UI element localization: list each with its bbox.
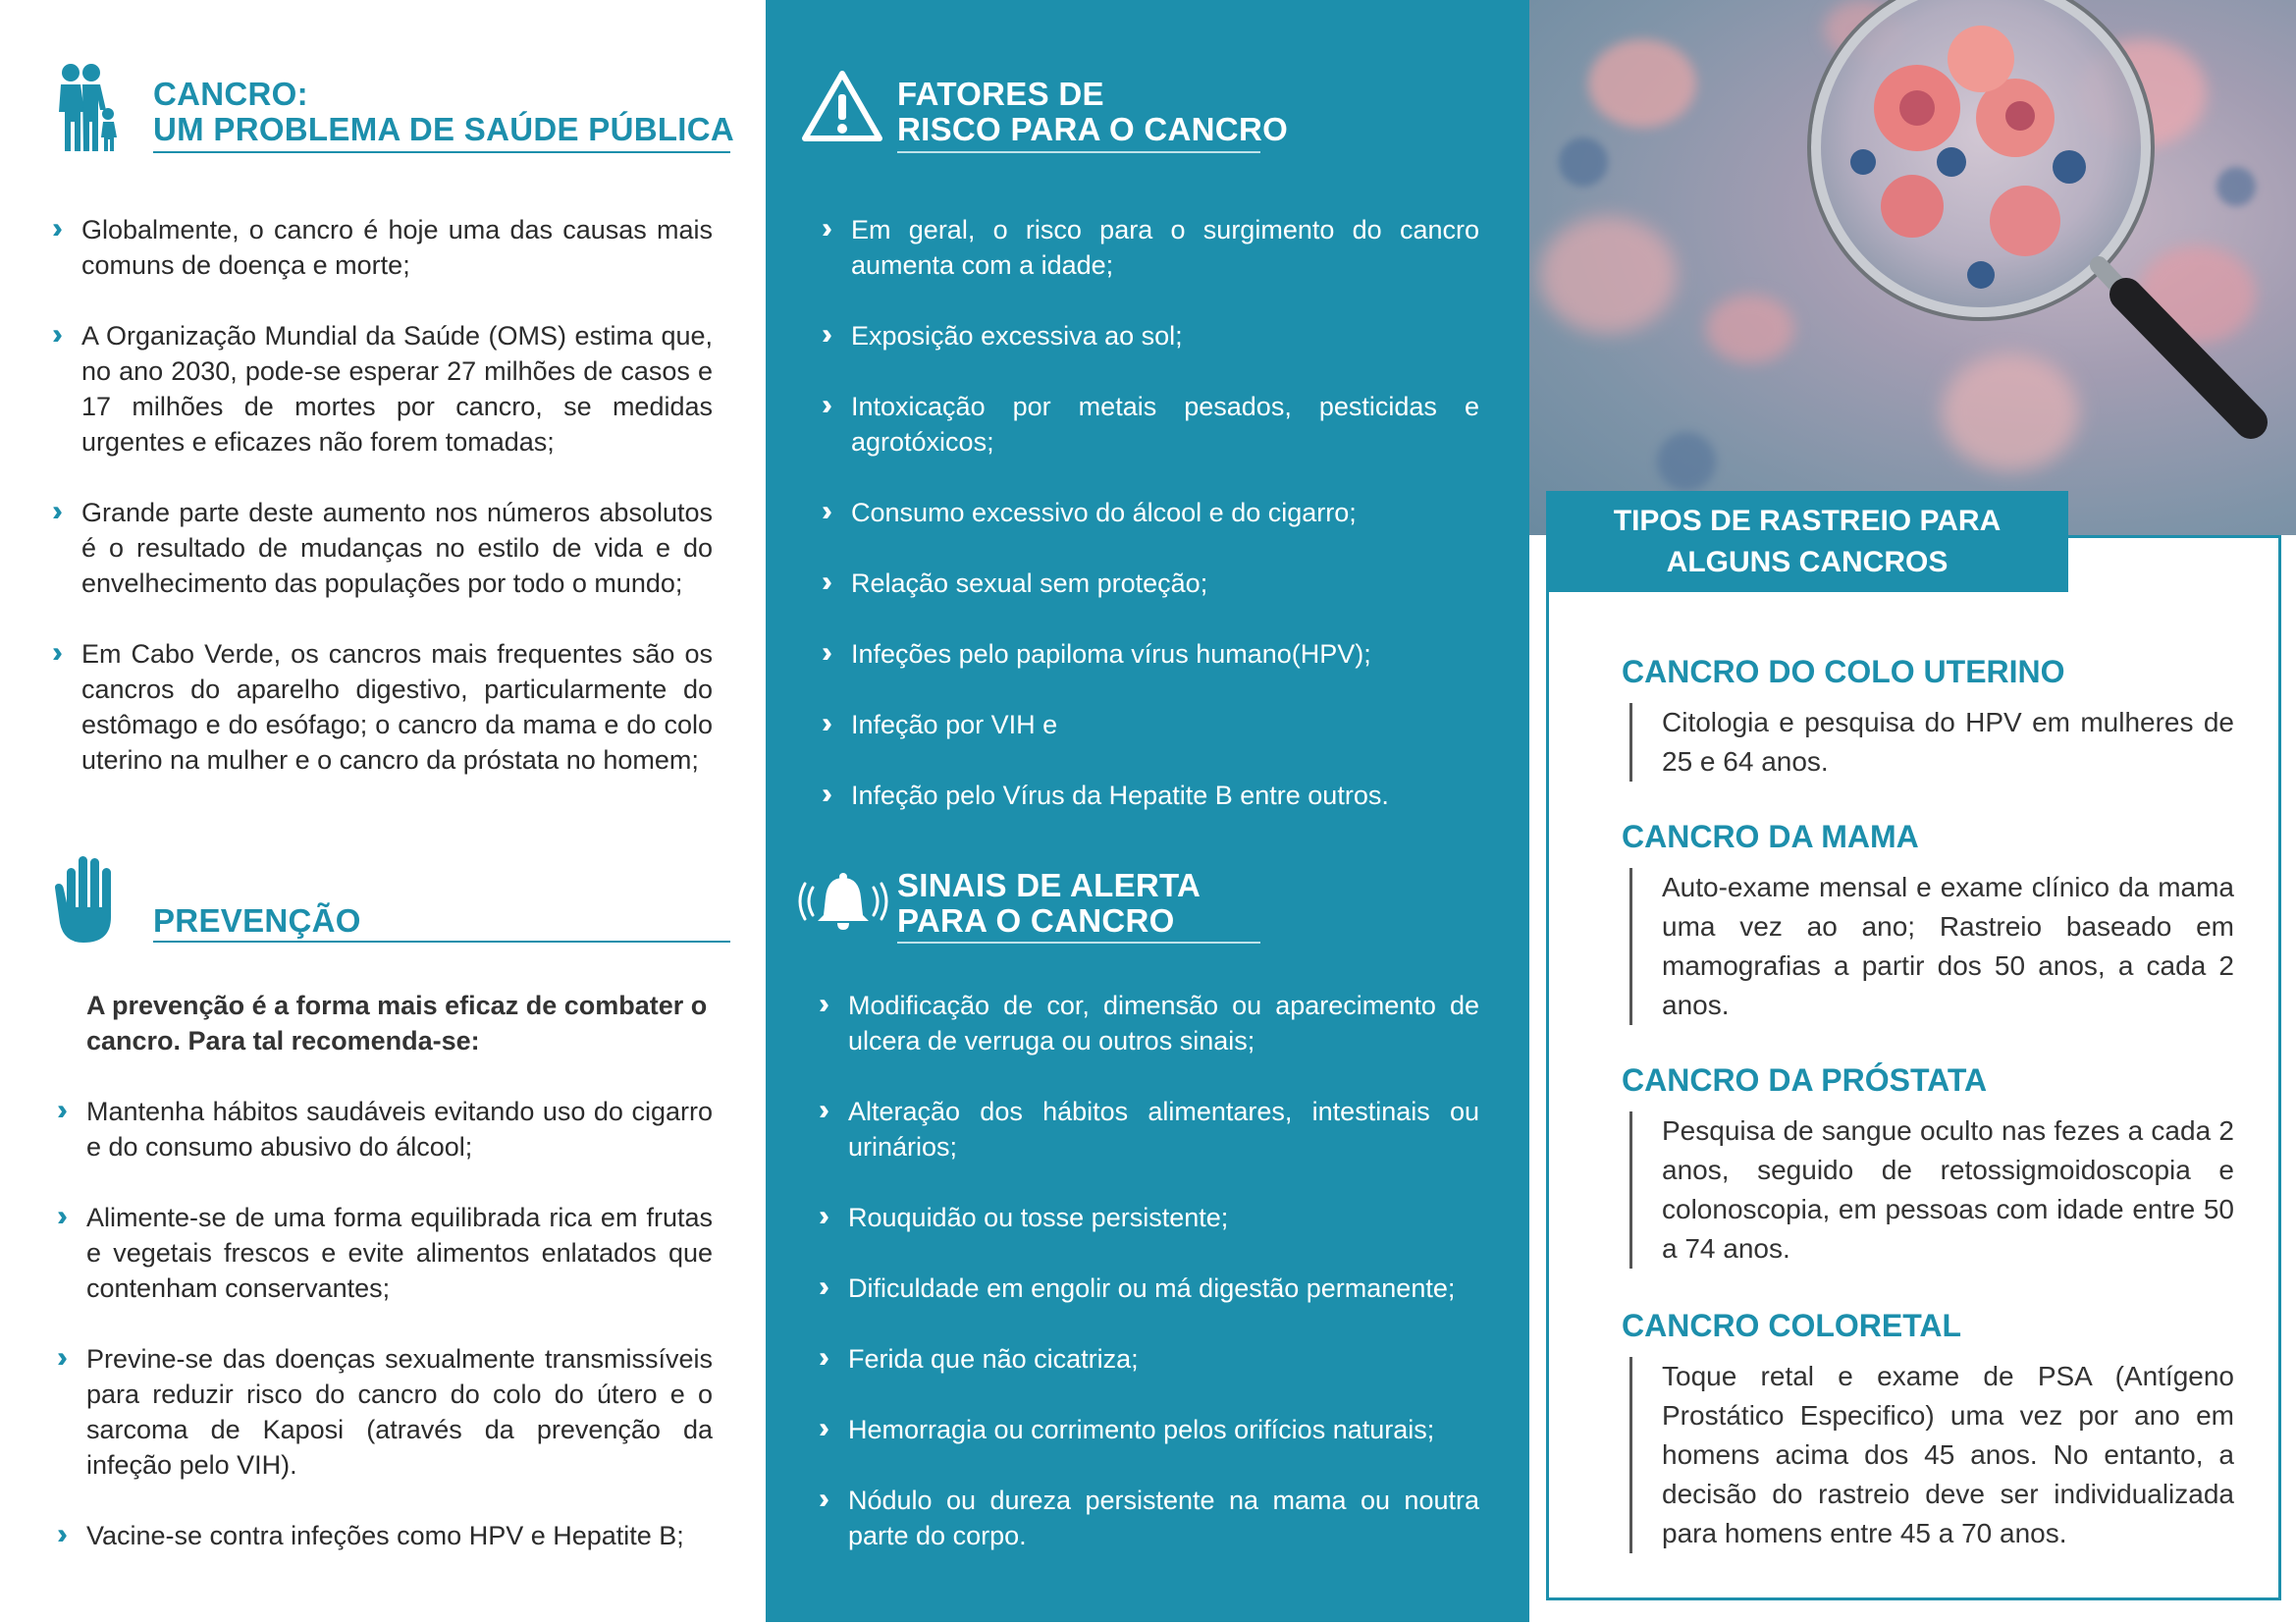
list-item: ›› Mantenha hábitos saudáveis evitando uso do cigarro e do consumo abusivo do álcool; xyxy=(57,1094,713,1162)
alarm-bell-icon xyxy=(797,872,889,933)
chevron-icon: ›› xyxy=(57,1094,59,1126)
list-item: ›› A Organização Mundial da Saúde (OMS) estima que, no ano 2030, pode-se esperar 27 milhões de casos e 17 milhões de mortes por cancro, se medidas urgentes e eficazes não forem tomadas; xyxy=(52,318,713,457)
prevention-intro: A prevenção é a forma mais eficaz de combater o cancro. Para tal recomenda-se: xyxy=(86,991,708,1056)
chevron-icon: ›› xyxy=(822,389,824,421)
title-rule xyxy=(897,151,1260,153)
screening-desc-breast: Auto-exame mensal e exame clínico da mama uma vez ao ano; Rastreio baseado em mamografias a partir dos 50 anos, a cada 2 anos. xyxy=(1629,868,2234,1025)
chevron-icon: ›› xyxy=(822,566,824,598)
list-item: ›› Grande parte deste aumento nos números absolutos é o resultado de mudanças no estilo de vida e do envelhecimento das populações por todo o mundo; xyxy=(52,495,713,598)
chevron-icon: ›› xyxy=(819,1271,821,1303)
column-public-health xyxy=(0,0,766,1624)
list-item: ›› Globalmente, o cancro é hoje uma das causas mais comuns de doença e morte; xyxy=(52,212,713,280)
screening-desc-cervical: Citologia e pesquisa do HPV em mulheres de 25 e 64 anos. xyxy=(1629,703,2234,782)
screening-desc-colorectal: Toque retal e exame de PSA (Antígeno Prostático Especifico) uma vez por ano em homens acima dos 45 anos. No entanto, a decisão do rastreio deve ser individualizada para homens entre 45 a 70 anos. xyxy=(1629,1357,2234,1553)
section-title-prevention: PREVENÇÃO xyxy=(153,902,361,939)
screening-desc-prostate: Pesquisa de sangue oculto nas fezes a cada 2 anos, seguido de retossigmoidoscopia e colonoscopia, em pessoas com idade entre 50 a 74 anos. xyxy=(1629,1111,2234,1269)
chevron-icon: ›› xyxy=(822,318,824,351)
hand-stop-icon xyxy=(53,854,122,945)
warning-signs-list xyxy=(819,988,1479,1553)
family-icon xyxy=(49,63,118,155)
screening-title-cervical: CANCRO DO COLO UTERINO xyxy=(1622,654,2065,689)
chevron-icon: ›› xyxy=(819,1483,821,1515)
chevron-icon: ›› xyxy=(57,1341,59,1374)
list-item: ›› Exposição excessiva ao sol; xyxy=(822,318,1183,351)
section-title-risk-factors: FATORES DE RISCO PARA O CANCRO xyxy=(897,76,1289,147)
list-item: ›› Previne-se das doenças sexualmente transmissíveis para reduzir risco do cancro do colo do útero e o sarcoma de Kaposi (através da prevenção da infeção pelo VIH). xyxy=(57,1341,713,1480)
chevron-icon: ›› xyxy=(52,636,54,669)
chevron-icon: ›› xyxy=(52,495,54,527)
screening-title-colorectal: CANCRO COLORETAL xyxy=(1622,1308,1962,1343)
title-rule xyxy=(897,942,1260,944)
list-item: ›› Intoxicação por metais pesados, pesticidas e agrotóxicos; xyxy=(822,389,1479,457)
chevron-icon: ›› xyxy=(822,707,824,739)
chevron-icon: ›› xyxy=(822,495,824,527)
title-rule xyxy=(153,941,730,943)
chevron-icon: ›› xyxy=(822,778,824,810)
chevron-icon: ›› xyxy=(819,1341,821,1374)
magnifying-glass-icon xyxy=(1755,0,2285,535)
list-item: ›› Em geral, o risco para o surgimento do cancro aumenta com a idade; xyxy=(822,212,1479,280)
section-title-public-health: CANCRO: UM PROBLEMA DE SAÚDE PÚBLICA xyxy=(153,76,735,147)
list-item: ›› Relação sexual sem proteção; xyxy=(822,566,1208,598)
chevron-icon: ›› xyxy=(819,1094,821,1126)
chevron-icon: ›› xyxy=(819,988,821,1020)
column-risk-and-signs xyxy=(766,0,1529,1622)
chevron-icon: ›› xyxy=(52,318,54,351)
list-item: ›› Rouquidão ou tosse persistente; xyxy=(819,1200,1229,1232)
title-rule xyxy=(153,151,730,153)
list-item: ›› Em Cabo Verde, os cancros mais frequentes são os cancros do aparelho digestivo, particularmente do estômago e do esófago; o cancro da mama e do colo uterino na mulher e o cancro da próstata no homem; xyxy=(52,636,713,775)
section-title-warning-signs: SINAIS DE ALERTA PARA O CANCRO xyxy=(897,867,1201,939)
list-item: ›› Modificação de cor, dimensão ou aparecimento de ulcera de verruga ou outros sinais; xyxy=(819,988,1479,1056)
screening-tag: TIPOS DE RASTREIO PARA ALGUNS CANCROS xyxy=(1546,491,2068,592)
list-item: ›› Ferida que não cicatriza; xyxy=(819,1341,1139,1374)
chevron-icon: ›› xyxy=(819,1200,821,1232)
list-item: ›› Infeção por VIH e xyxy=(822,707,1058,739)
chevron-icon: ›› xyxy=(822,212,824,244)
public-health-list xyxy=(52,212,713,778)
chevron-icon: ›› xyxy=(819,1412,821,1444)
chevron-icon: ›› xyxy=(57,1518,59,1550)
list-item: ›› Vacine-se contra infeções como HPV e Hepatite B; xyxy=(57,1518,684,1550)
chevron-icon: ›› xyxy=(52,212,54,244)
screening-title-prostate: CANCRO DA PRÓSTATA xyxy=(1622,1062,1988,1098)
list-item: ›› Dificuldade em engolir ou má digestão permanente; xyxy=(819,1271,1456,1303)
chevron-icon: ›› xyxy=(822,636,824,669)
list-item: ›› Consumo excessivo do álcool e do cigarro; xyxy=(822,495,1357,527)
prevention-list xyxy=(57,1094,713,1553)
screening-title-breast: CANCRO DA MAMA xyxy=(1622,819,1919,854)
magnifier-cells-image xyxy=(1529,0,2296,535)
list-item: ›› Infeção pelo Vírus da Hepatite B entre outros. xyxy=(822,778,1389,810)
warning-triangle-icon xyxy=(801,69,883,143)
chevron-icon: ›› xyxy=(57,1200,59,1232)
list-item: ›› Alimente-se de uma forma equilibrada rica em frutas e vegetais frescos e evite alimentos enlatados que contenham conservantes; xyxy=(57,1200,713,1303)
list-item: ›› Infeções pelo papiloma vírus humano(HPV); xyxy=(822,636,1371,669)
list-item: ›› Nódulo ou dureza persistente na mama ou noutra parte do corpo. xyxy=(819,1483,1479,1550)
list-item: ›› Alteração dos hábitos alimentares, intestinais ou urinários; xyxy=(819,1094,1479,1162)
list-item: ›› Hemorragia ou corrimento pelos orifícios naturais; xyxy=(819,1412,1435,1444)
risk-factors-list xyxy=(822,212,1479,813)
